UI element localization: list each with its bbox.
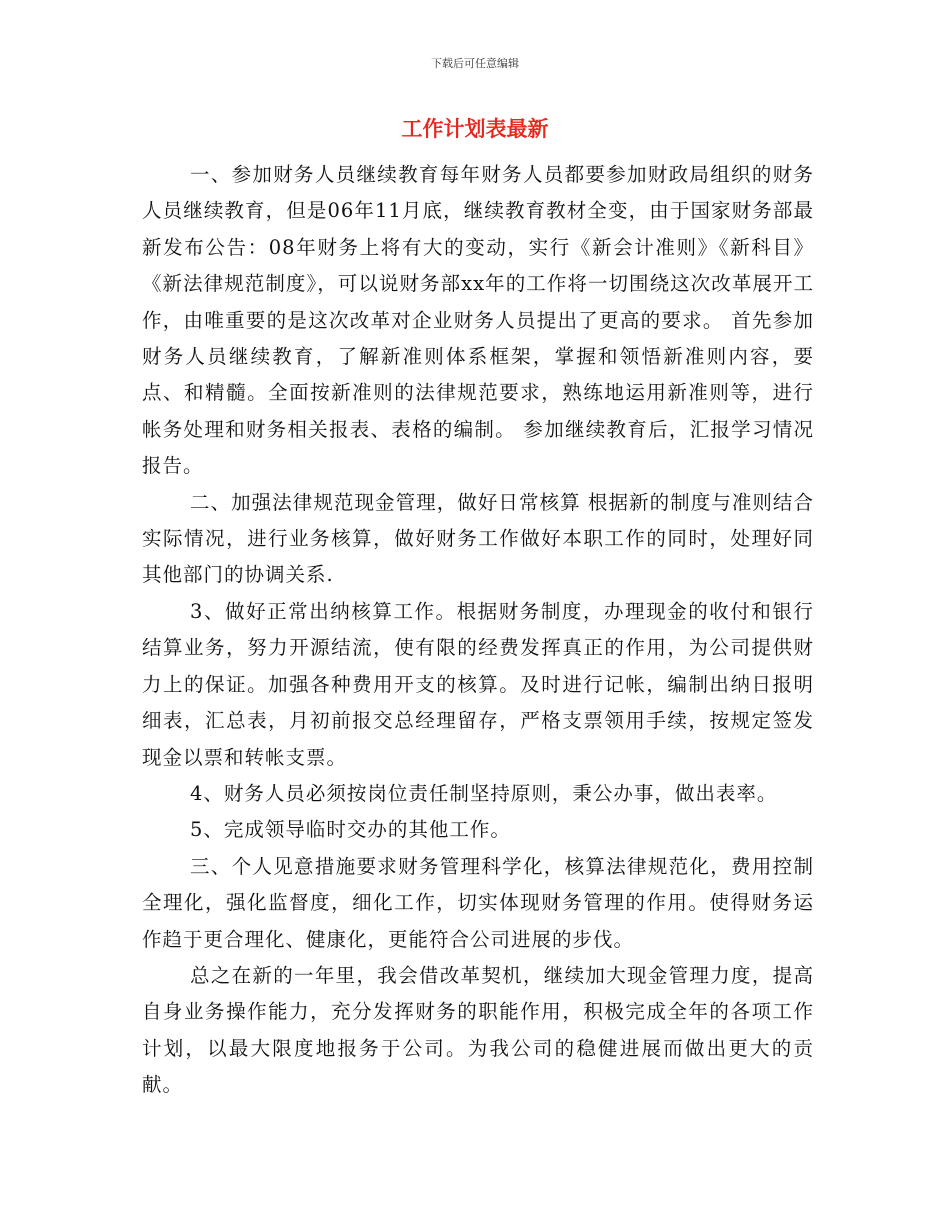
paragraph-continuing-education: 一、参加财务人员继续教育每年财务人员都要参加财政局组织的财务人员继续教育，但是06年11月底，继续教育教材全变，由于国家财务部最新发布公告：08年财务上将有大的变动，实行《新会计准则》《新科目》《新法律规范制度》，可以说财务部xx年的工作将一切围绕这次改革展开工作，由唯重要的是这次改革对企业财务人员提出了更高的要求。 首先参加财务人员继续教育，了解新准则体系框架，掌握和领悟新准则内容，要点、和精髓。全面按新准则的法律规范要求，熟练地运用新准则等，进行帐务处理和财务相关报表、表格的编制。 参加继续教育后，汇报学习情况报告。 <box>142 163 814 478</box>
paragraph-job-responsibility: 4、财务人员必须按岗位责任制坚持原则，秉公办事，做出表率。 <box>190 781 778 805</box>
paragraph-cashier-accounting: 3、做好正常出纳核算工作。根据财务制度，办理现金的收付和银行结算业务，努力开源结流，使有限的经费发挥真正的作用，为公司提供财力上的保证。加强各种费用开支的核算。及时进行记帐，编制出纳日报明细表，汇总表，月初前报交总经理留存，严格支票领用手续，按规定签发现金以票和转帐支票。 <box>142 599 814 769</box>
header-note: 下载后可任意编辑 <box>431 57 519 70</box>
paragraph-conclusion: 总之在新的一年里，我会借改革契机，继续加大现金管理力度，提高自身业务操作能力，充分发挥财务的职能作用，积极完成全年的各项工作计划，以最大限度地报务于公司。为我公司的稳健进展而做出更大的贡献。 <box>142 963 814 1097</box>
paragraph-cash-management: 二、加强法律规范现金管理，做好日常核算 根据新的制度与准则结合实际情况，进行业务核算，做好财务工作做好本职工作的同时，处理好同其他部门的协调关系. <box>142 490 814 587</box>
paragraph-other-tasks: 5、完成领导临时交办的其他工作。 <box>190 818 511 842</box>
paragraph-personal-measures: 三、个人见意措施要求财务管理科学化，核算法律规范化，费用控制全理化，强化监督度，细化工作，切实体现财务管理的作用。使得财务运作趋于更合理化、健康化，更能符合公司进展的步伐。 <box>142 854 814 951</box>
document-body <box>142 157 814 1104</box>
document-title: 工作计划表最新 <box>401 116 549 141</box>
